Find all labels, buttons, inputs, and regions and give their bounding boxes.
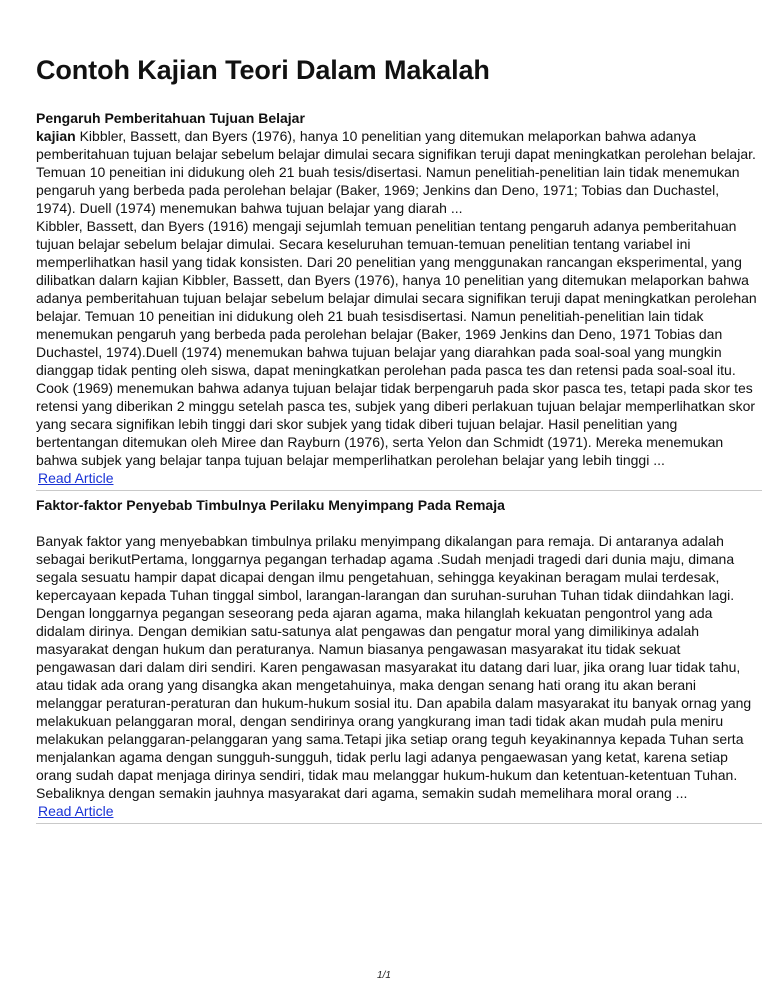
article-excerpt-text: Kibbler, Bassett, dan Byers (1976), hanya 10 penelitian yang ditemukan melaporkan bahwa adanya pemberitahuan tujuan belajar sebelum belajar dimulai secara signifikan teruji dapat meningkatkan perolehan belajar. Temuan 10 peneitian ini didukung oleh 21 buah tesis/disertasi. Namun penelitiah-penelitian lain tidak menemukan pengaruh yang berbeda pada perolehan belajar (Baker, 1969; Jenkins dan Deno, 1971; Tobias dan Duchastel, 1974). Duell (1974) menemukan bahwa tujuan belajar yang diarah ... bbox=[36, 128, 756, 216]
article-faktor-penyebab bbox=[36, 496, 762, 824]
article-divider bbox=[36, 823, 762, 824]
article-body: Banyak faktor yang menyebabkan timbulnya prilaku menyimpang dikalangan para remaja. Di antaranya adalah sebagai berikutPertama, longgarnya pegangan terhadap agama .Sudah menjadi tragedi dari dunia maju, dimana segala sesuatu hampir dapat dicapai dengan ilmu pengetahuan, sehingga keyakinan beragam mulai terdesak, kepercayaan kepada Tuhan tinggal simbol, larangan-larangan dan suruhan-suruhan Tuhan tidak diindahkan lagi. Dengan longgarnya pegangan seseorang peda ajaran agama, maka hilanglah kekuatan pengontrol yang ada didalam dirinya. Dengan demikian satu-satunya alat pengawas dan pengatur moral yang dimilikinya adalah masyarakat dengan hukum dan peraturanya. Namun biasanya pengawasan masyarakat itu tidak sekuat pengawasan dari dalam diri sendiri. Karen pengawasan masyarakat itu datang dari luar, jika orang luar tidak tahu, atau tidak ada orang yang disangka akan mengetahuinya, maka dengan senang hati orang itu akan berani melanggar peraturan-peraturan dan hukum-hukum sosial itu. Dan apabila dalam masyarakat itu banyak ornag yang melakukuan pelanggaran moral, dengan sendirinya orang yangkurang iman tadi tidak akan mudah pula meniru melakukan pelanggaran-pelanggaran yang sama.Tetapi jika setiap orang teguh keyakinannya kepada Tuhan serta menjalankan agama dengan sungguh-sungguh, tidak perlu lagi adanya pengaewasan yang ketat, karena setiap orang sudah dapat menjaga dirinya sendiri, tidak mau melanggar hukum-hukum dan ketentuan-ketentuan Tuhan. Sebaliknya dengan semakin jauhnya masyarakat dari agama, semakin sudah memelihara moral orang ... bbox=[36, 533, 752, 801]
article-pengaruh-pemberitahuan bbox=[36, 109, 762, 491]
page-title: Contoh Kajian Teori Dalam Makalah bbox=[36, 55, 490, 85]
article-divider bbox=[36, 490, 762, 491]
read-article-link[interactable]: Read Article bbox=[38, 470, 114, 486]
document-page bbox=[36, 0, 762, 829]
article-heading: Pengaruh Pemberitahuan Tujuan Belajar bbox=[36, 110, 305, 126]
article-excerpt bbox=[36, 127, 762, 217]
article-body: Kibbler, Bassett, dan Byers (1916) mengaji sejumlah temuan penelitian tentang pengaruh adanya pemberitahuan tujuan belajar sebelum belajar dimulai. Secara keseluruhan temuan-temuan penelitian tentang variabel ini memperlihatkan hasil yang tidak konsisten. Dari 20 penelitian yang menggunakan rancangan eksperimental, yang dilibatkan dalarn kajian Kibbler, Bassett, dan Byers (1976), hanya 10 penelitian yang ditemukan melaporkan bahwa adanya pemberitahuan tujuan belajar sebelum belajar dimulai secara signifikan teruji dapat meningkatkan perolehan belajar. Temuan 10 peneitian ini didukung oleh 21 buah tesisdisertasi. Namun penelitiah-penelitian lain tidak menemukan pengaruh yang berbeda pada perolehan belajar (Baker, 1969 Jenkins dan Deno, 1971 Tobias dan Duchastel, 1974).Duell (1974) menemukan bahwa tujuan belajar yang diarahkan pada soal-soal yang mungkin dianggap tidak penting oleh siswa, dapat meningkatkan perolehan pada pasca tes dan retensi pada soal-soal itu. Cook (1969) menemukan bahwa adanya tujuan belajar tidak berpengaruh pada skor pasca tes, tetapi pada skor tes retensi yang diberikan 2 minggu setelah pasca tes, subjek yang diberi perlakuan tujuan belajar memperlihatkan skor yang secara signifikan lebih tinggi dari skor subjek yang tidak diberi tujuan belajar. Hasil penelitian yang bertentangan ditemukan oleh Miree dan Rayburn (1976), serta Yelon dan Schmidt (1971). Mereka menemukan bahwa subjek yang belajar tanpa tujuan belajar memperlihatkan perolehan belajar yang lebih tinggi ... bbox=[36, 218, 757, 468]
page-number: 1/1 bbox=[377, 970, 391, 981]
read-article-link[interactable]: Read Article bbox=[38, 803, 114, 819]
spacer bbox=[36, 514, 762, 532]
article-heading: Faktor-faktor Penyebab Timbulnya Perilaku Menyimpang Pada Remaja bbox=[36, 497, 505, 513]
keyword-lead: kajian bbox=[36, 128, 76, 144]
